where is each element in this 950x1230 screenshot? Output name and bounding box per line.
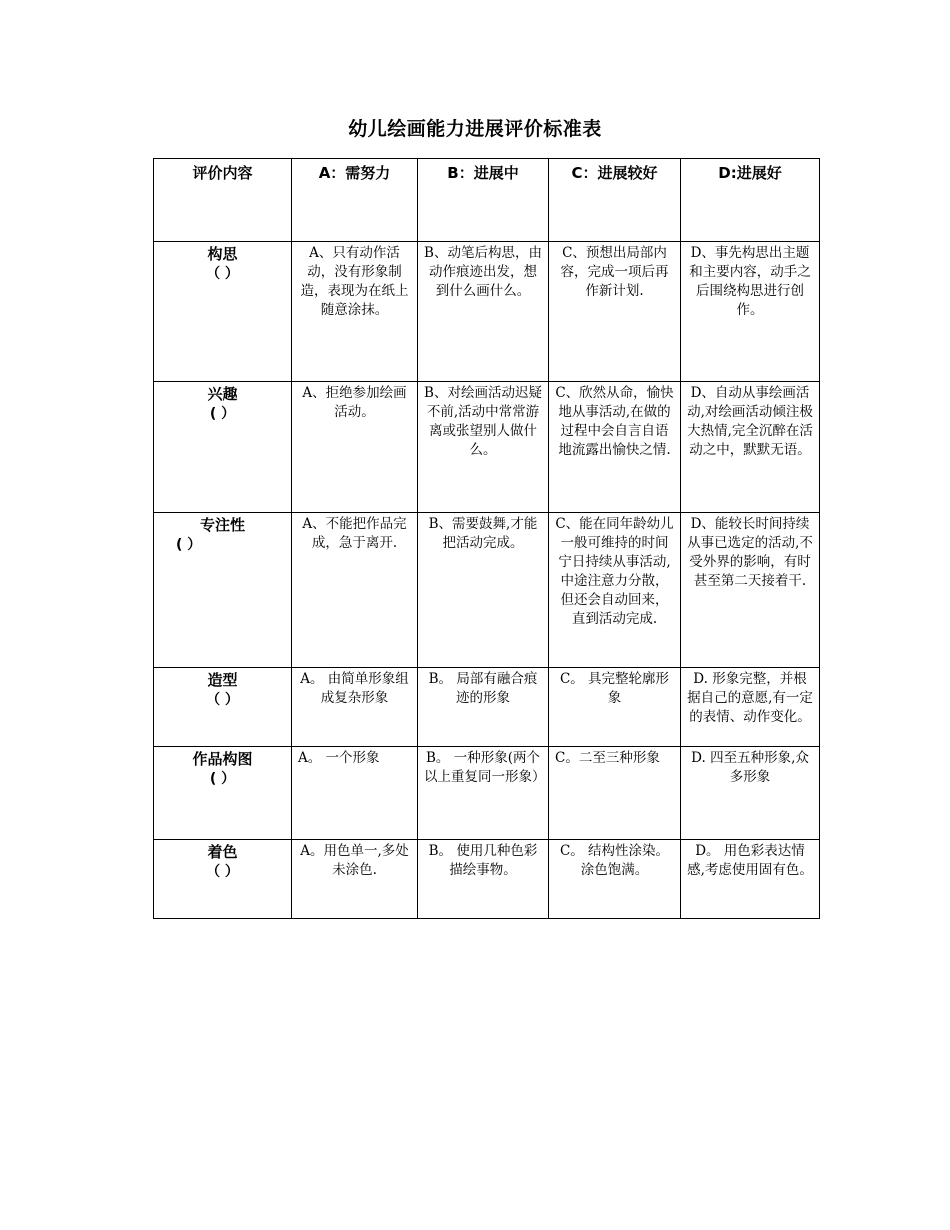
level-d-description: D、事先构思出主题和主要内容，动手之后围绕构思进行创作。 — [681, 242, 820, 382]
table-header-row — [154, 159, 820, 242]
score-blank: ( ） — [209, 406, 236, 422]
row-label: 造型 — [207, 671, 238, 689]
row-label-cell — [154, 513, 292, 668]
header-level-b: B：进展中 — [418, 159, 549, 242]
level-a-description: A、只有动作活动，没有形象制造，表现为在纸上随意涂抹。 — [292, 242, 418, 382]
table-row — [154, 513, 820, 668]
table-row — [154, 382, 820, 513]
evaluation-table — [153, 158, 820, 919]
level-c-description: C。 结构性涂染。涂色饱满。 — [549, 840, 681, 919]
row-label-cell — [154, 668, 292, 747]
score-blank: （ ） — [206, 692, 239, 708]
level-a-description: A、不能把作品完成，急于离开. — [292, 513, 418, 668]
table-row — [154, 840, 820, 919]
level-a-description: A。 一个形象 — [292, 747, 418, 840]
header-criteria: 评价内容 — [154, 159, 292, 242]
row-label-cell — [154, 382, 292, 513]
level-b-description: B。 使用几种色彩描绘事物。 — [418, 840, 549, 919]
level-d-description: D、自动从事绘画活动,对绘画活动倾注极大热情,完全沉醉在活动之中，默默无语。 — [681, 382, 820, 513]
level-a-description: A、拒绝参加绘画活动。 — [292, 382, 418, 513]
level-c-description: C、预想出局部内容，完成一项后再作新计划. — [549, 242, 681, 382]
level-b-description: B、需要鼓舞,才能把活动完成。 — [418, 513, 549, 668]
row-label: 着色 — [207, 843, 238, 861]
level-b-description: B、动笔后构思，由动作痕迹出发，想到什么画什么。 — [418, 242, 549, 382]
level-c-description: C、欣然从命，愉快地从事活动,在做的过程中会自言自语地流露出愉快之情. — [549, 382, 681, 513]
level-a-description: A。 由简单形象组成复杂形象 — [292, 668, 418, 747]
level-d-description: D. 四至五种形象,众多形象 — [681, 747, 820, 840]
row-label: 构思 — [207, 245, 238, 263]
score-blank: （ ） — [206, 864, 239, 880]
level-c-description: C。 具完整轮廓形象 — [549, 668, 681, 747]
table-row — [154, 668, 820, 747]
score-blank: （ ） — [206, 266, 239, 282]
row-label: 作品构图 — [192, 750, 253, 768]
level-d-description: D. 形象完整，并根据自己的意愿,有一定的表情、动作变化。 — [681, 668, 820, 747]
score-blank: ( ） — [209, 771, 236, 787]
page-title: 幼儿绘画能力进展评价标准表 — [348, 118, 602, 140]
row-label-cell — [154, 840, 292, 919]
level-d-description: D、能较长时间持续从事已选定的活动,不受外界的影响，有时甚至第二天接着干. — [681, 513, 820, 668]
row-label: 兴趣 — [207, 385, 238, 403]
level-d-description: D。 用色彩表达情感,考虑使用固有色。 — [681, 840, 820, 919]
level-c-description: C。二至三种形象 — [549, 747, 681, 840]
score-blank: ( ） — [176, 537, 202, 553]
row-label-cell — [154, 242, 292, 382]
level-a-description: A。用色单一,多处未涂色. — [292, 840, 418, 919]
row-label-cell — [154, 747, 292, 840]
level-b-description: B、对绘画活动迟疑不前,活动中常常游离或张望别人做什么。 — [418, 382, 549, 513]
table-row — [154, 747, 820, 840]
level-b-description: B。 局部有融合痕迹的形象 — [418, 668, 549, 747]
header-level-d: D:进展好 — [681, 159, 820, 242]
header-level-c: C：进展较好 — [549, 159, 681, 242]
level-c-description: C、能在同年龄幼儿一般可维持的时间宁日持续从事活动,中途注意力分散，但还会自动回来，直到活动完成. — [549, 513, 681, 668]
row-label: 专注性 — [199, 516, 245, 534]
level-b-description: B。 一种形象(两个以上重复同一形象） — [418, 747, 549, 840]
header-level-a: A：需努力 — [292, 159, 418, 242]
table-row — [154, 242, 820, 382]
